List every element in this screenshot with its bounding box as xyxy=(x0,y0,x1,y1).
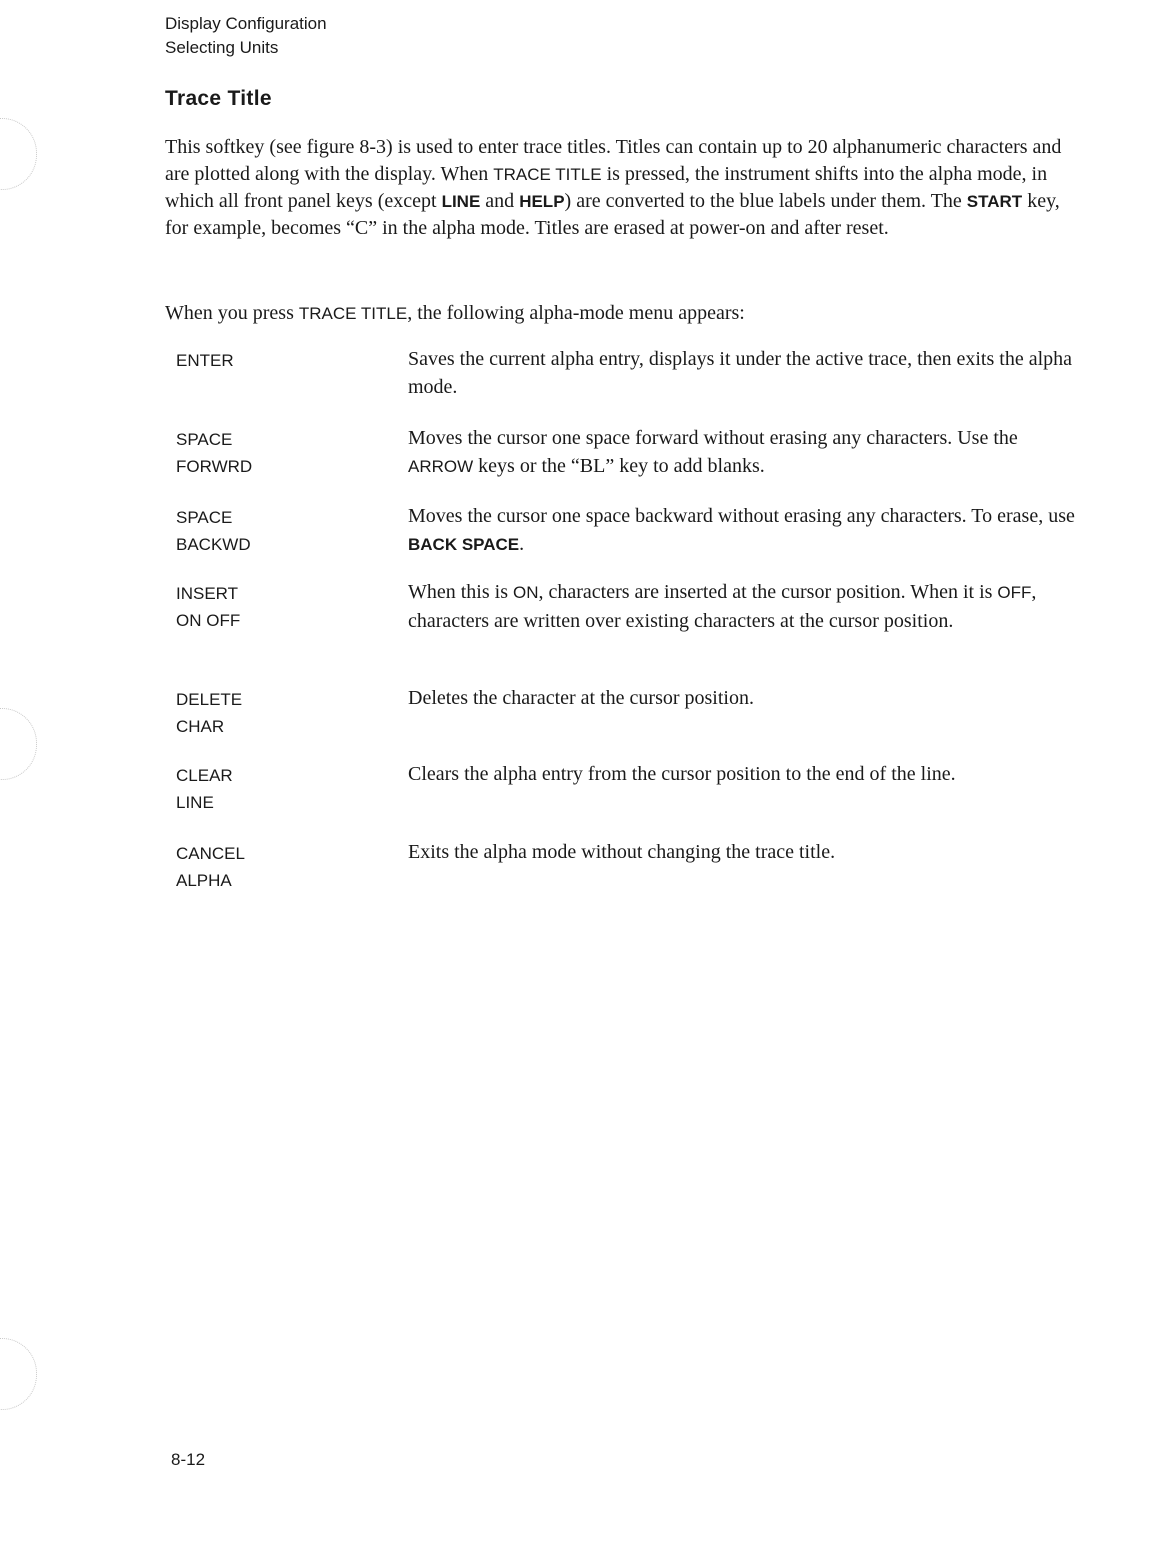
menu-lead-in xyxy=(165,300,745,327)
key-line: LINE xyxy=(441,192,481,211)
softkey-label xyxy=(176,580,240,634)
softkey-line: SPACE xyxy=(176,508,233,527)
softkey-line: ON OFF xyxy=(176,611,241,630)
punch-hole-bottom xyxy=(0,1338,37,1410)
softkey-description xyxy=(408,424,1080,481)
key-arrow: ARROW xyxy=(408,457,474,476)
softkey-description xyxy=(408,345,1080,401)
softkey-line: ALPHA xyxy=(176,871,232,890)
softkey-line: INSERT xyxy=(176,584,239,603)
key-back-space: BACK SPACE xyxy=(408,535,520,554)
softkey-line: BACKWD xyxy=(176,535,251,554)
softkey-description xyxy=(408,502,1080,559)
intro-text: ) are converted to the blue labels under them. The xyxy=(564,190,967,212)
softkey-label xyxy=(176,840,245,894)
intro-text: key, for example, becomes “C” in the alpha mode. Titles are erased at power-on and after reset. xyxy=(165,190,1060,239)
lead-text: , the following alpha-mode menu appears: xyxy=(407,302,745,324)
softkey-description xyxy=(408,760,1080,788)
header-chapter: Display Configuration xyxy=(165,14,327,33)
softkey-line: ENTER xyxy=(176,351,234,370)
lead-text: When you press xyxy=(165,302,299,324)
description-text: , characters are inserted at the cursor position. When it is xyxy=(538,581,998,603)
key-start: START xyxy=(966,192,1023,211)
punch-hole-top xyxy=(0,118,37,190)
softkey-description xyxy=(408,838,1080,866)
punch-hole-middle xyxy=(0,708,37,780)
softkey-description xyxy=(408,684,1080,712)
softkey-line: DELETE xyxy=(176,690,243,709)
softkey-description xyxy=(408,578,1080,635)
key-off: OFF xyxy=(997,583,1032,602)
header-section: Selecting Units xyxy=(165,38,279,57)
softkey-line: CHAR xyxy=(176,717,225,736)
description-text: , characters are written over existing characters at the cursor position. xyxy=(408,581,1037,632)
description-text: Moves the cursor one space backward without erasing any characters. To erase, use xyxy=(408,505,1075,527)
description-text: keys or the “BL” key to add blanks. xyxy=(473,455,765,477)
key-help: HELP xyxy=(519,192,565,211)
running-header xyxy=(165,12,327,60)
softkey-label xyxy=(176,762,233,816)
softkey-label xyxy=(176,504,251,558)
softkey-line: LINE xyxy=(176,793,214,812)
softkey-label xyxy=(176,426,252,480)
description-text: Saves the current alpha entry, displays it under the active trace, then exits the alpha mode. xyxy=(408,348,1073,398)
intro-text: This softkey (see figure 8-3) is used to enter trace titles. Titles can contain up to 20 alphanumeric characters and are plotted along with the display. When xyxy=(165,136,1062,185)
key-trace-title: TRACE TITLE xyxy=(298,304,408,323)
softkey-line: FORWRD xyxy=(176,457,253,476)
softkey-line: CLEAR xyxy=(176,766,233,785)
intro-paragraph xyxy=(165,134,1077,242)
softkey-label xyxy=(176,686,242,740)
softkey-label xyxy=(176,347,234,374)
softkey-line: SPACE xyxy=(176,430,233,449)
intro-text: and xyxy=(480,190,520,212)
key-on: ON xyxy=(513,583,539,602)
description-text: Moves the cursor one space forward without erasing any characters. Use the xyxy=(408,427,1018,449)
description-text: Deletes the character at the cursor position. xyxy=(408,687,754,709)
intro-text: is pressed, the instrument shifts into the alpha mode, in which all front panel keys (except xyxy=(165,163,1048,212)
description-text: Clears the alpha entry from the cursor position to the end of the line. xyxy=(408,763,956,785)
page-number: 8-12 xyxy=(171,1450,206,1469)
section-title: Trace Title xyxy=(165,87,272,110)
softkey-line: CANCEL xyxy=(176,844,245,863)
description-text: . xyxy=(519,533,525,555)
description-text: Exits the alpha mode without changing the trace title. xyxy=(408,841,836,863)
description-text: When this is xyxy=(408,581,513,603)
key-trace-title: TRACE TITLE xyxy=(493,165,602,184)
